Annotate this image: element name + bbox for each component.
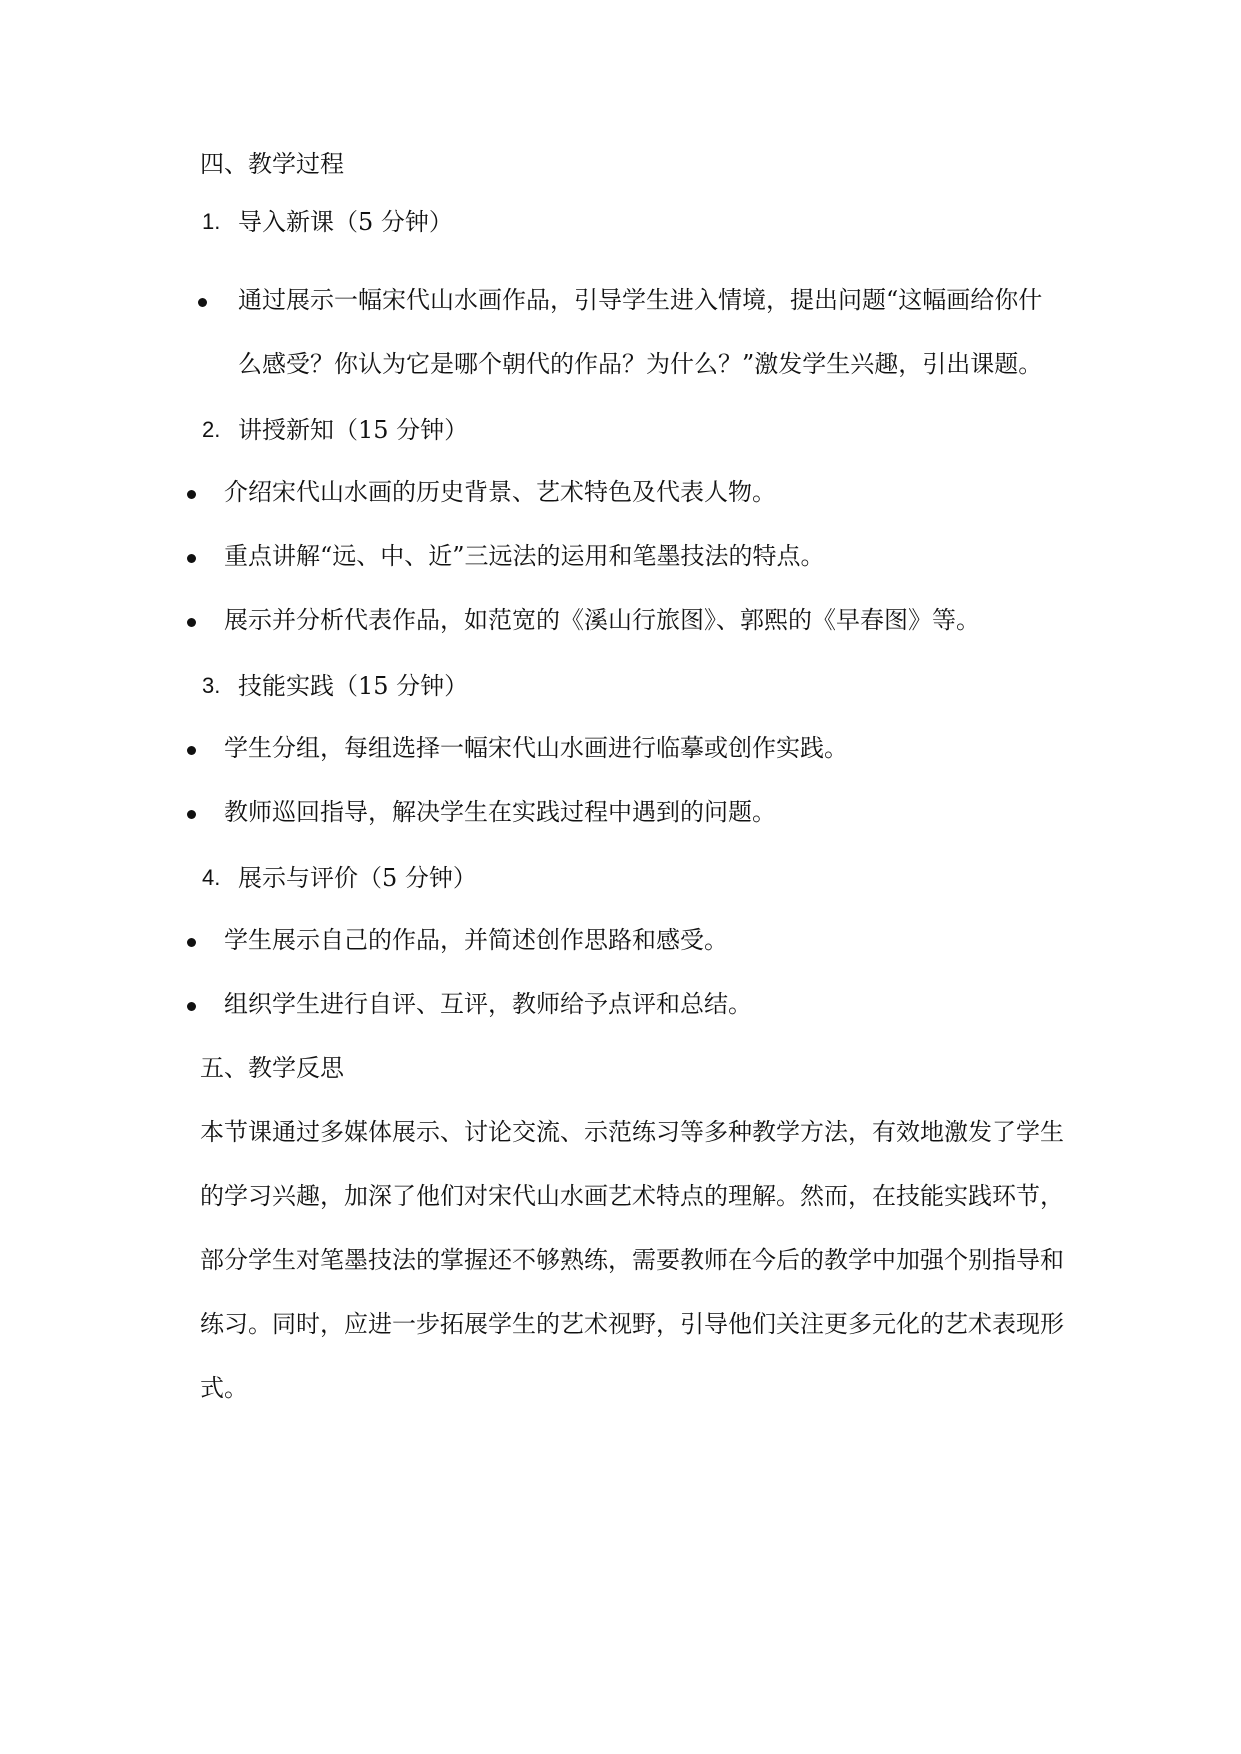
bullet-icon bbox=[187, 938, 196, 947]
section-heading: 五、教学反思 bbox=[200, 1054, 344, 1082]
paragraph-line: 部分学生对笔墨技法的掌握还不够熟练，需要教师在今后的教学中加强个别指导和 bbox=[200, 1246, 1064, 1274]
bullet-icon bbox=[187, 1002, 196, 1011]
section-heading: 四、教学过程 bbox=[200, 150, 344, 178]
step-number: 3. bbox=[202, 673, 221, 698]
bullet-icon bbox=[187, 554, 196, 563]
bullet-icon bbox=[187, 490, 196, 499]
bullet-icon bbox=[187, 618, 196, 627]
paragraph-line: 式。 bbox=[200, 1374, 248, 1402]
paragraph-line: 本节课通过多媒体展示、讨论交流、示范练习等多种教学方法，有效地激发了学生 bbox=[200, 1118, 1064, 1146]
list-item-continuation: 么感受？你认为它是哪个朝代的作品？为什么？”激发学生兴趣，引出课题。 bbox=[238, 350, 1043, 378]
step-title: 讲授新知（15 分钟） bbox=[238, 416, 469, 444]
step-number: 4. bbox=[202, 865, 221, 890]
paragraph-line: 的学习兴趣，加深了他们对宋代山水画艺术特点的理解。然而，在技能实践环节， bbox=[200, 1182, 1064, 1210]
list-item: 重点讲解“远、中、近”三远法的运用和笔墨技法的特点。 bbox=[224, 542, 825, 570]
step-title: 技能实践（15 分钟） bbox=[238, 672, 469, 700]
paragraph-line: 练习。同时，应进一步拓展学生的艺术视野，引导他们关注更多元化的艺术表现形 bbox=[200, 1310, 1064, 1338]
list-item: 展示并分析代表作品，如范宽的《溪山行旅图》、郭熙的《早春图》等。 bbox=[224, 606, 980, 634]
bullet-icon bbox=[187, 746, 196, 755]
bullet-icon bbox=[198, 298, 207, 307]
step-title: 导入新课（5 分钟） bbox=[238, 208, 453, 236]
bullet-icon bbox=[187, 810, 196, 819]
step-number: 2. bbox=[202, 417, 221, 442]
list-item: 介绍宋代山水画的历史背景、艺术特色及代表人物。 bbox=[224, 478, 776, 506]
list-item: 教师巡回指导，解决学生在实践过程中遇到的问题。 bbox=[224, 798, 776, 826]
step-number: 1. bbox=[202, 209, 221, 234]
list-item: 组织学生进行自评、互评，教师给予点评和总结。 bbox=[224, 990, 752, 1018]
list-item: 通过展示一幅宋代山水画作品，引导学生进入情境，提出问题“这幅画给你什 bbox=[238, 286, 1043, 314]
list-item: 学生展示自己的作品，并简述创作思路和感受。 bbox=[224, 926, 728, 954]
list-item: 学生分组，每组选择一幅宋代山水画进行临摹或创作实践。 bbox=[224, 734, 848, 762]
step-title: 展示与评价（5 分钟） bbox=[238, 864, 477, 892]
